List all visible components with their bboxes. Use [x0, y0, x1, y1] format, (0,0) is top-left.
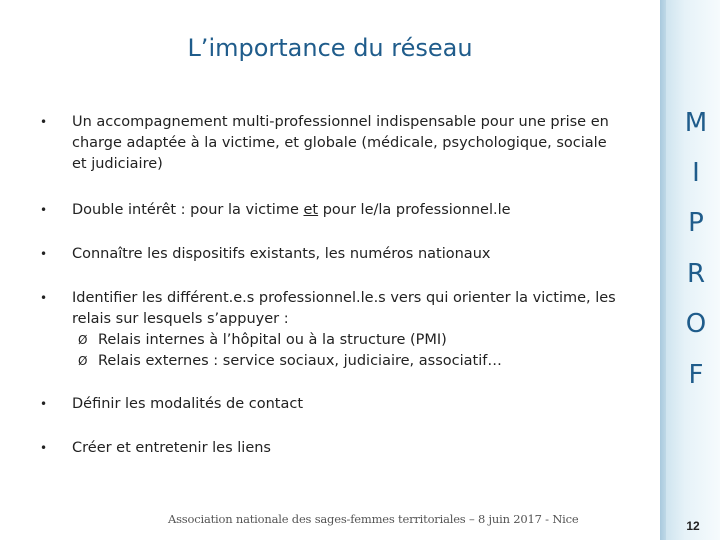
bullet-text: [72, 200, 622, 221]
bullet-item-1: [40, 112, 620, 175]
bullet-marker: •: [40, 247, 48, 261]
sub-item-1: [78, 330, 658, 351]
sidebar-letter-p: P: [688, 208, 704, 238]
bullet-text: Définir les modalités de contact: [72, 396, 304, 412]
bullet-marker: •: [40, 291, 48, 305]
sub-item-text: Relais internes à l’hôpital ou à la structure (PMI): [98, 332, 447, 348]
bullet-text: Créer et entretenir les liens: [72, 440, 271, 456]
sidebar-letter-f: F: [688, 360, 704, 390]
bullet-marker: •: [40, 203, 48, 217]
footer-text: Association nationale des sages-femmes territoriales – 8 juin 2017 - Nice: [168, 512, 579, 526]
bullet-text-underlined: et: [303, 202, 319, 218]
bullet-item-4: [40, 288, 620, 372]
slide-title: L’importance du réseau: [187, 34, 473, 62]
bullet-text: Identifier les différent.e.s professionnel.le.s vers qui orienter la victime, les relais sur lesquels s’appuyer :: [72, 290, 616, 327]
bullet-marker: •: [40, 115, 48, 129]
sub-item-2: [78, 351, 658, 372]
sidebar-letter-i: I: [692, 158, 700, 188]
bullet-item-6: [40, 438, 620, 459]
bullet-text-part: Double intérêt : pour la victime: [72, 202, 304, 218]
sidebar-letter-o: O: [685, 309, 707, 339]
sub-item-text: Relais externes : service sociaux, judiciaire, associatif…: [98, 353, 502, 369]
bullet-item-3: [40, 244, 620, 265]
arrow-icon: Ø: [78, 333, 88, 347]
arrow-icon: Ø: [78, 354, 88, 368]
bullet-text-part: pour le/la professionnel.le: [318, 202, 511, 218]
page-number: 12: [686, 519, 700, 533]
bullet-item-2: [40, 200, 620, 221]
bullet-item-5: [40, 394, 620, 415]
sidebar-letter-m: M: [684, 108, 708, 138]
bullet-text: Un accompagnement multi-professionnel indispensable pour une prise en charge adaptée à la victime, et globale (médicale, psychologique, sociale et judiciaire): [72, 114, 609, 172]
bullet-marker: •: [40, 397, 48, 411]
bullet-text: Connaître les dispositifs existants, les numéros nationaux: [72, 246, 491, 262]
sidebar-letter-r: R: [686, 259, 706, 289]
bullet-marker: •: [40, 441, 48, 455]
